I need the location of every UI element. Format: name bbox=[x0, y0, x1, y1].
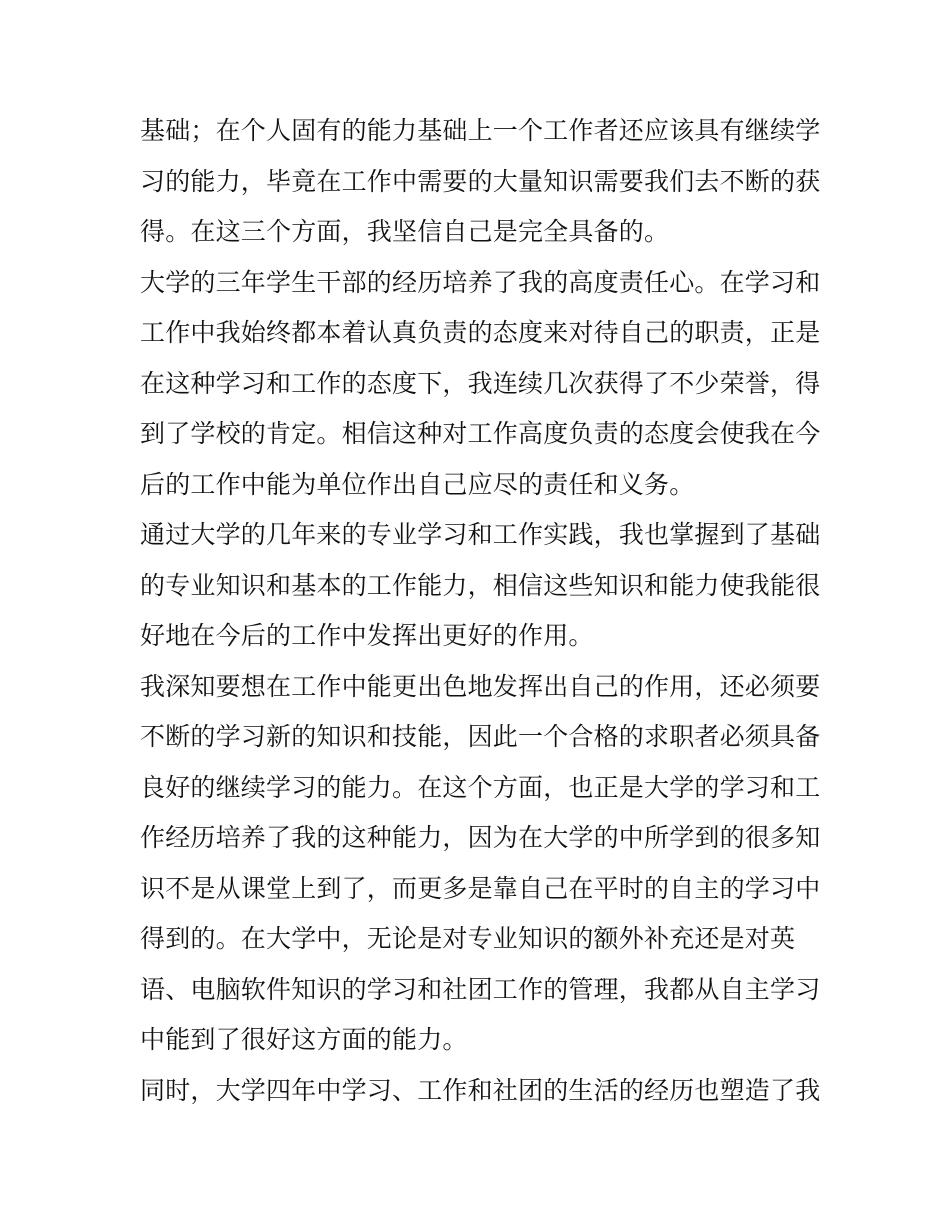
paragraph bbox=[140, 106, 820, 258]
paragraph bbox=[140, 258, 820, 511]
paragraph bbox=[140, 1066, 820, 1117]
text-line: 作经历培养了我的这种能力，因为在大学的中所学到的很多知 bbox=[140, 823, 821, 852]
paragraph bbox=[140, 510, 820, 662]
text-line: 良好的继续学习的能力。在这个方面，也正是大学的学习和工 bbox=[140, 772, 821, 802]
text-line: 得。在这三个方面，我坚信自己是完全具备的。 bbox=[140, 217, 670, 246]
text-line: 的专业知识和基本的工作能力，相信这些知识和能力使我能很 bbox=[140, 570, 821, 600]
text-line: 中能到了很好这方面的能力。 bbox=[140, 1025, 468, 1054]
text-line: 不断的学习新的知识和技能，因此一个合格的求职者必须具备 bbox=[140, 722, 821, 751]
text-line: 通过大学的几年来的专业学习和工作实践，我也掌握到了基础 bbox=[140, 520, 821, 549]
text-line: 大学的三年学生干部的经历培养了我的高度责任心。在学习和 bbox=[140, 267, 821, 297]
document-body bbox=[140, 106, 820, 1116]
text-line: 习的能力，毕竟在工作中需要的大量知识需要我们去不断的获 bbox=[140, 166, 821, 196]
text-line: 工作中我始终都本着认真负责的态度来对待自己的职责，正是 bbox=[140, 318, 821, 347]
text-line: 后的工作中能为单位作出自己应尽的责任和义务。 bbox=[140, 469, 695, 499]
paragraph bbox=[140, 662, 820, 1066]
text-line: 得到的。在大学中，无论是对专业知识的额外补充还是对英 bbox=[140, 924, 796, 953]
text-line: 我深知要想在工作中能更出色地发挥出自己的作用，还必须要 bbox=[140, 671, 821, 701]
text-line: 基础；在个人固有的能力基础上一个工作者还应该具有继续学 bbox=[140, 116, 821, 145]
text-line: 在这种学习和工作的态度下，我连续几次获得了不少荣誉，得 bbox=[140, 368, 821, 398]
text-line: 好地在今后的工作中发挥出更好的作用。 bbox=[140, 621, 594, 650]
text-line: 语、电脑软件知识的学习和社团工作的管理，我都从自主学习 bbox=[140, 974, 821, 1004]
text-line: 同时，大学四年中学习、工作和社团的生活的经历也塑造了我 bbox=[140, 1075, 821, 1105]
text-line: 到了学校的肯定。相信这种对工作高度负责的态度会使我在今 bbox=[140, 419, 821, 448]
text-line: 识不是从课堂上到了，而更多是靠自己在平时的自主的学习中 bbox=[140, 873, 821, 903]
